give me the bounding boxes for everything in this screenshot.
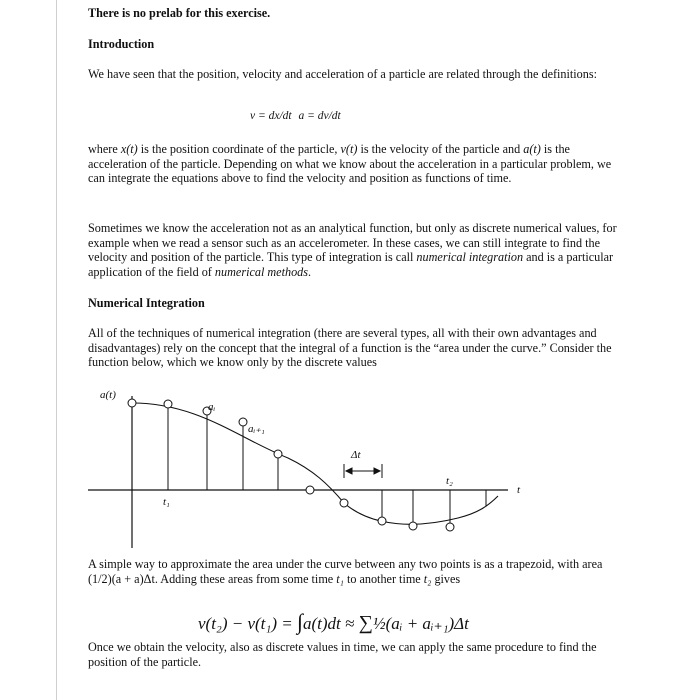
t1-symbol: t₁ (336, 571, 344, 586)
t1-label: t₁ (163, 496, 170, 508)
diagram-svg (88, 378, 548, 548)
sample-point (378, 517, 386, 525)
definitions-equation (250, 110, 345, 122)
acceleration-definition: a = dv/dt (298, 110, 341, 122)
trapezoid-paragraph (88, 557, 618, 586)
text-run: is the position coordinate of the particle, (137, 142, 341, 156)
ai-label: aᵢ (208, 401, 216, 413)
ai1-label: aᵢ₊₁ (248, 423, 265, 435)
numerical-integration-heading: Numerical Integration (88, 296, 205, 310)
text-run: A simple way to approximate the area under the curve between any two points is as a trapezoid, with area (1/2)(a (88, 557, 603, 586)
text-run: )Δt. Adding these areas from some time (139, 571, 337, 586)
delta-t-arrow-left (346, 468, 352, 474)
text-run: gives (431, 571, 461, 586)
intro-paragraph-2 (88, 142, 618, 186)
delta-t-marker (344, 464, 382, 478)
t2-label: t₂ (446, 475, 453, 487)
velocity-definition: v = dx/dt (250, 110, 292, 122)
sample-point (409, 522, 417, 530)
integral-sign: ∫ (296, 609, 303, 634)
formula-lhs: v(t₂) − v(t₁) = (198, 614, 297, 633)
text-run: where (88, 142, 121, 156)
text-run: and is a particular application of the field of (88, 250, 614, 279)
sample-point (446, 523, 454, 531)
summation-sign: ∑ (358, 612, 373, 634)
numerical-methods-term: numerical methods (214, 264, 309, 279)
velocity-symbol: v(t) (340, 142, 358, 156)
t2-symbol: t₂ (423, 571, 432, 586)
formula-rhs: ½(aᵢ + aᵢ₊₁)Δt (372, 614, 469, 633)
trapezoid-diagram (88, 378, 548, 548)
sample-point (340, 499, 348, 507)
acceleration-symbol: a(t) (523, 142, 541, 156)
delta-t-label: Δt (351, 449, 361, 461)
text-run: Sometimes we know the acceleration not as an analytical function, but only as discrete numerical values, for example when we read a sensor such as an accelerometer. In these cases, we can still integrate to find the velocity and position of the particle. This type of integration is call (88, 221, 617, 264)
intro-paragraph-1: We have seen that the position, velocity and acceleration of a particle are related through the definitions: (88, 67, 597, 81)
sample-point (128, 399, 136, 407)
page-left-border (56, 0, 57, 700)
sample-point (239, 418, 247, 426)
text-run: + a (121, 571, 140, 586)
intro-paragraph-3 (88, 221, 618, 279)
sample-point (306, 486, 314, 494)
closing-paragraph: Once we obtain the velocity, also as discrete values in time, we can apply the same procedure to find the position of the particle. (88, 640, 597, 669)
sample-points (128, 399, 454, 531)
integration-formula (198, 609, 469, 635)
position-symbol: x(t) (120, 142, 138, 156)
text-run: . (308, 264, 312, 279)
introduction-heading: Introduction (88, 37, 155, 51)
acceleration-curve (132, 403, 498, 524)
sample-point (164, 400, 172, 408)
sample-point (274, 450, 282, 458)
t-axis-label: t (517, 484, 521, 496)
text-run: is the acceleration of the particle. Depending on what we know about the acceleration in a particular problem, we can integrate the equations above to find the velocity and position as functions of time. (88, 142, 612, 185)
prelab-note: There is no prelab for this exercise. (88, 6, 271, 20)
y-axis-label: a(t) (100, 389, 116, 401)
text-run: to another time (343, 571, 424, 586)
delta-t-arrow-right (374, 468, 380, 474)
formula-integrand: a(t)dt ≈ (302, 614, 359, 633)
numerical-integration-term: numerical integration (416, 250, 524, 264)
numerical-integration-paragraph: All of the techniques of numerical integration (there are several types, all with their own advantages and disadvantages) rely on the concept that the integral of a function is the “area under the curve.” Consider the function below, which we know only by the discrete values (88, 326, 612, 369)
text-run: is the velocity of the particle and (357, 142, 524, 156)
